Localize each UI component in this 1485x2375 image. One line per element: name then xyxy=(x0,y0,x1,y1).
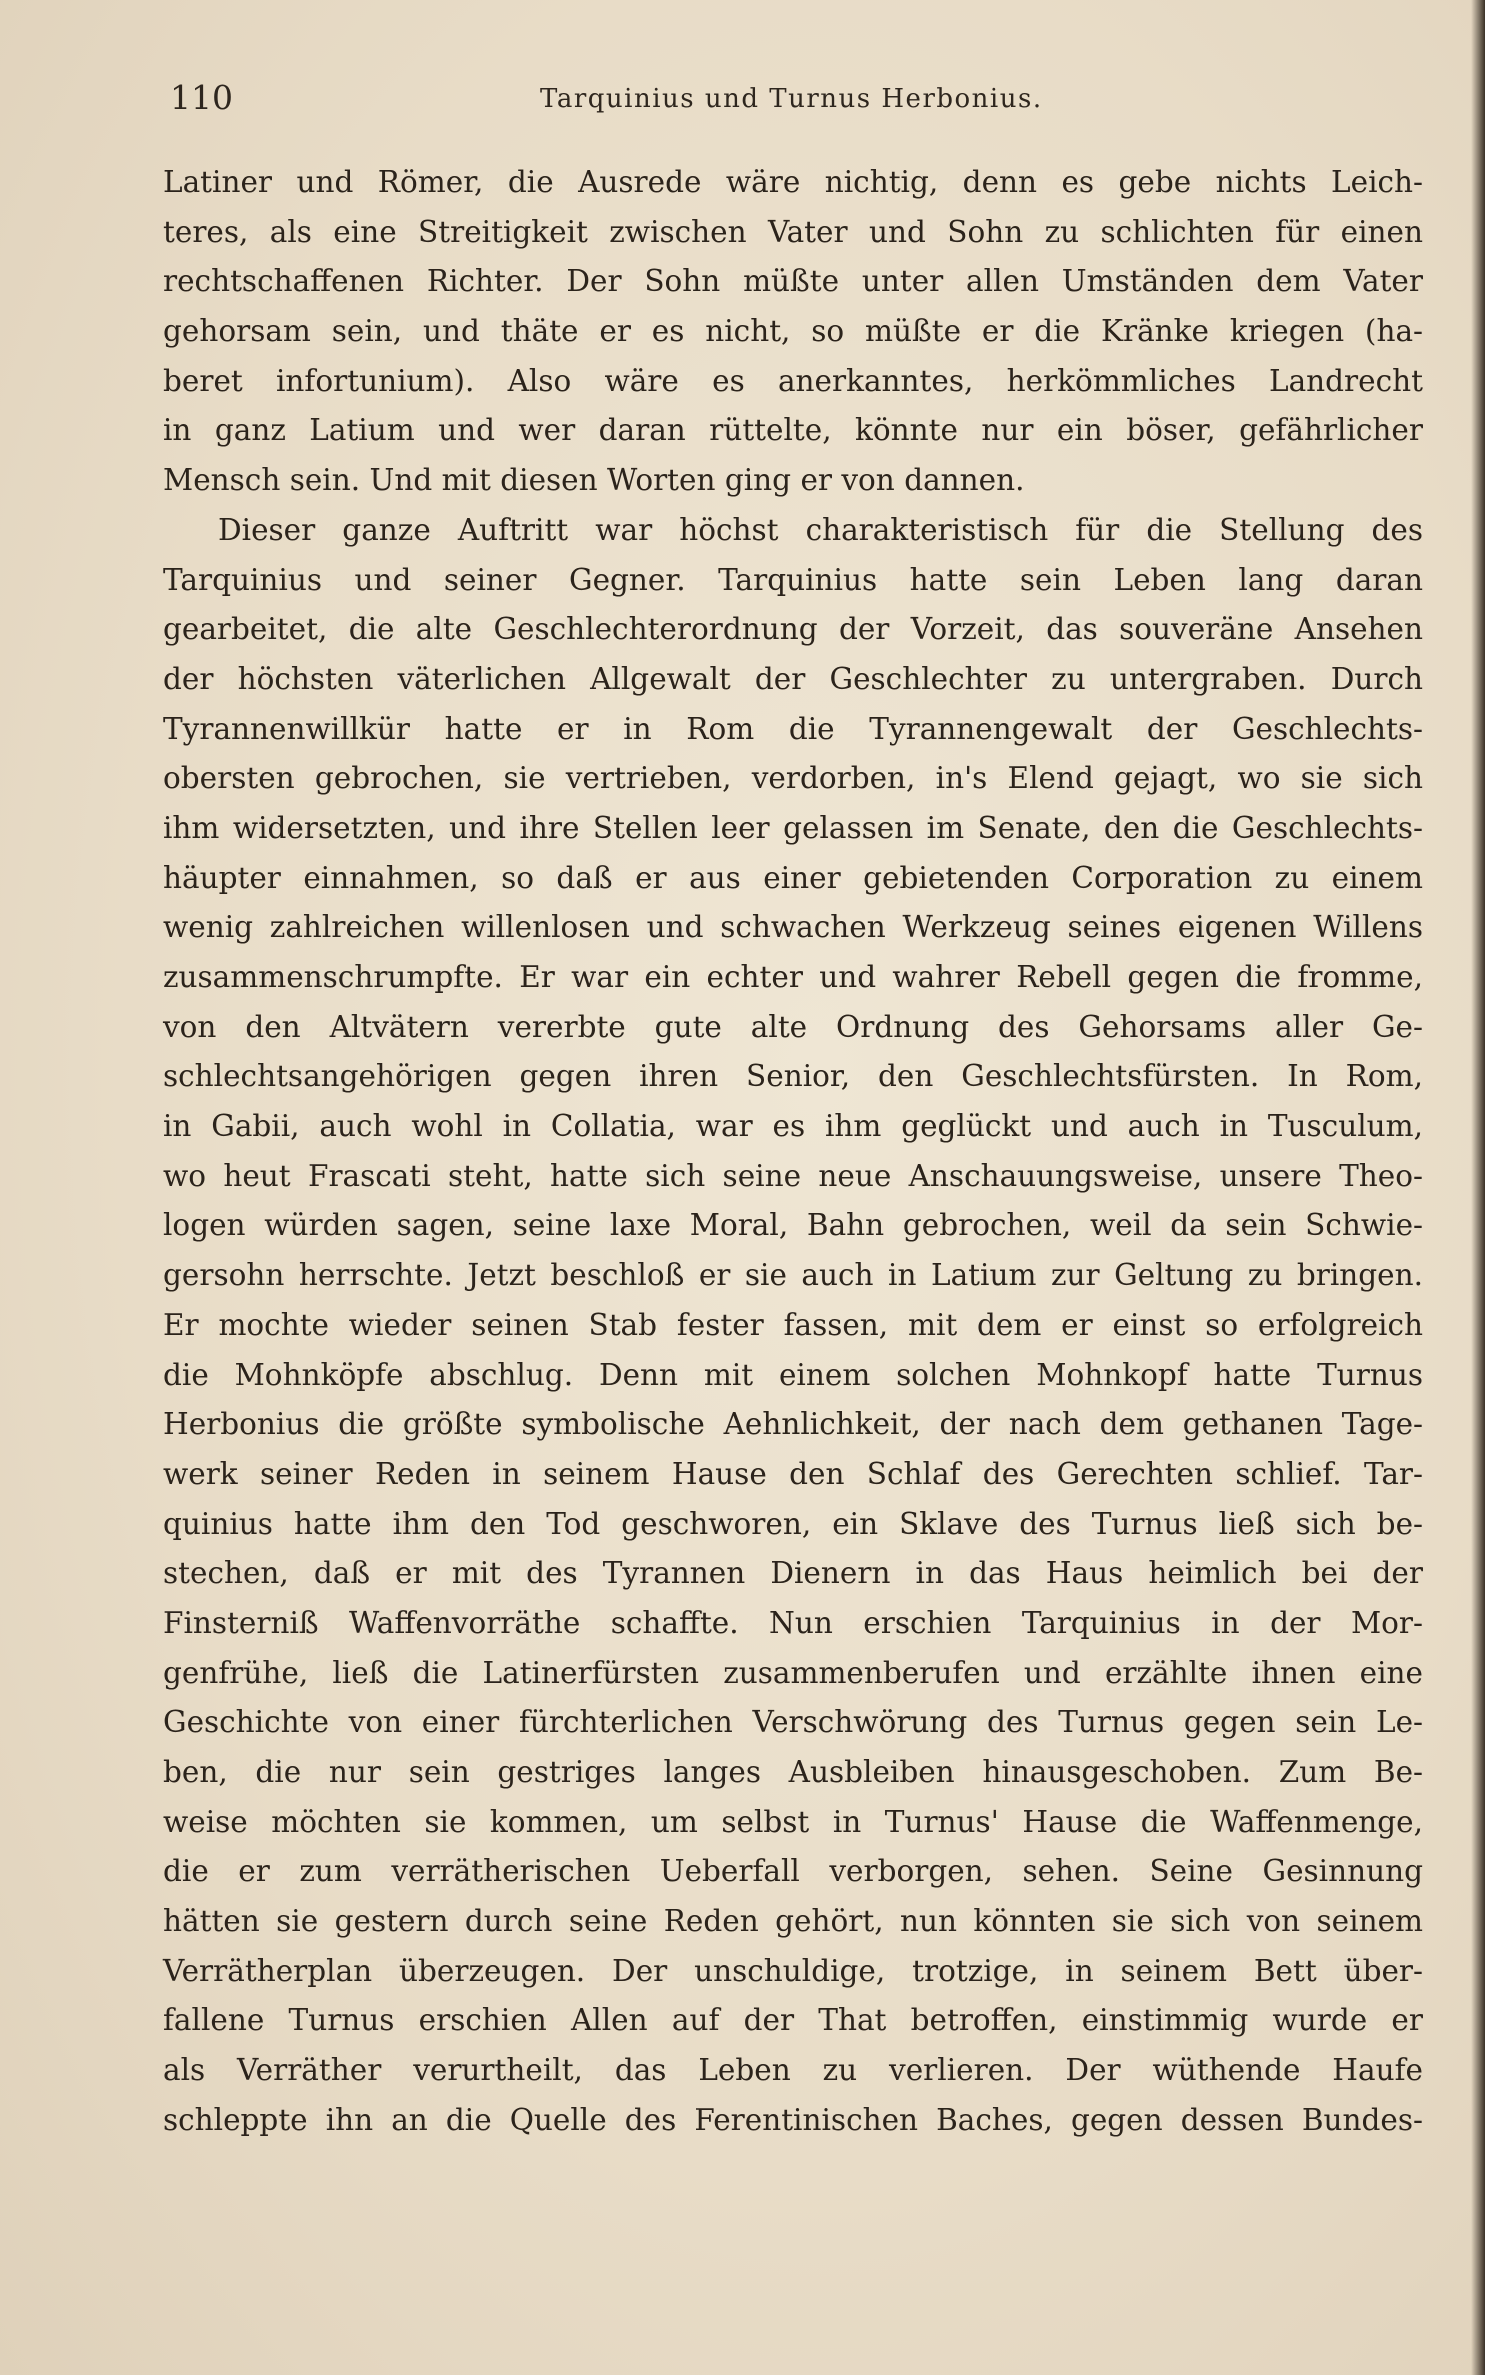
text-line: schleppte ihn an die Quelle des Ferentinischen Baches, gegen dessen Bundes- xyxy=(163,2102,1423,2137)
text-line: schlechtsangehörigen gegen ihren Senior, den Geschlechtsfürsten. In Rom, xyxy=(163,1059,1423,1094)
text-line: Mensch sein. Und mit diesen Worten ging er von dannen. xyxy=(163,463,1025,498)
text-line: logen würden sagen, seine laxe Moral, Bahn gebrochen, weil da sein Schwie- xyxy=(163,1208,1423,1243)
text-line: gehorsam sein, und thäte er es nicht, so müßte er die Kränke kriegen (ha- xyxy=(163,314,1423,349)
text-line: die er zum verrätherischen Ueberfall verborgen, sehen. Seine Gesinnung xyxy=(163,1854,1423,1889)
text-line: gersohn herrschte. Jetzt beschloß er sie auch in Latium zur Geltung zu bringen. xyxy=(163,1258,1423,1293)
text-line: wo heut Frascati steht, hatte sich seine neue Anschauungsweise, unsere Theo- xyxy=(163,1158,1423,1193)
page-number: 110 xyxy=(170,78,233,117)
text-line: ihm widersetzten, und ihre Stellen leer gelassen im Senate, den die Geschlechts- xyxy=(163,810,1423,845)
text-line: zusammenschrumpfte. Er war ein echter und wahrer Rebell gegen die fromme, xyxy=(163,960,1423,994)
text-line: werk seiner Reden in seinem Hause den Schlaf des Gerechten schlief. Tar- xyxy=(163,1456,1423,1491)
text-line: häupter einnahmen, so daß er aus einer gebietenden Corporation zu einem xyxy=(163,860,1423,895)
text-line: der höchsten väterlichen Allgewalt der Geschlechter zu untergraben. Durch xyxy=(163,661,1423,696)
text-line: obersten gebrochen, sie vertrieben, verdorben, in's Elend gejagt, wo sie sich xyxy=(163,761,1423,796)
text-line: weise möchten sie kommen, um selbst in Turnus' Hause die Waffenmenge, xyxy=(163,1804,1423,1839)
text-line: rechtschaffenen Richter. Der Sohn müßte unter allen Umständen dem Vater xyxy=(163,264,1423,299)
text-line: von den Altvätern vererbte gute alte Ordnung des Gehorsams aller Ge- xyxy=(163,1009,1423,1044)
text-line: Latiner und Römer, die Ausrede wäre nichtig, denn es gebe nichts Leich- xyxy=(163,165,1423,199)
text-line: genfrühe, ließ die Latinerfürsten zusammenberufen und erzählte ihnen eine xyxy=(163,1655,1423,1690)
body-text xyxy=(163,158,1423,2146)
text-line: Dieser ganze Auftritt war höchst charakteristisch für die Stellung des xyxy=(218,512,1423,547)
text-line: in Gabii, auch wohl in Collatia, war es ihm geglückt und auch in Tusculum, xyxy=(163,1109,1423,1144)
paragraph xyxy=(163,506,1423,2146)
text-line: ben, die nur sein gestriges langes Ausbleiben hinausgeschoben. Zum Be- xyxy=(163,1755,1423,1789)
text-line: in ganz Latium und wer daran rüttelte, könnte nur ein böser, gefährlicher xyxy=(163,413,1423,448)
text-line: fallene Turnus erschien Allen auf der That betroffen, einstimmig wurde er xyxy=(163,2003,1423,2038)
text-line: gearbeitet, die alte Geschlechterordnung der Vorzeit, das souveräne Ansehen xyxy=(163,612,1423,647)
text-line: die Mohnköpfe abschlug. Denn mit einem solchen Mohnkopf hatte Turnus xyxy=(163,1357,1423,1392)
text-line: teres, als eine Streitigkeit zwischen Vater und Sohn zu schlichten für einen xyxy=(163,214,1423,249)
text-line: hätten sie gestern durch seine Reden gehört, nun könnten sie sich von seinem xyxy=(163,1904,1423,1939)
text-line: beret infortunium). Also wäre es anerkanntes, herkömmliches Landrecht xyxy=(163,363,1423,398)
text-line: Tyrannenwillkür hatte er in Rom die Tyrannengewalt der Geschlechts- xyxy=(163,711,1423,746)
running-head xyxy=(170,78,1445,122)
text-line: Geschichte von einer fürchterlichen Verschwörung des Turnus gegen sein Le- xyxy=(163,1705,1423,1740)
text-line: als Verräther verurtheilt, das Leben zu verlieren. Der wüthende Haufe xyxy=(163,2053,1423,2088)
text-line: Er mochte wieder seinen Stab fester fassen, mit dem er einst so erfolgreich xyxy=(163,1307,1423,1342)
text-line: wenig zahlreichen willenlosen und schwachen Werkzeug seines eigenen Willens xyxy=(163,910,1423,945)
text-line: Tarquinius und seiner Gegner. Tarquinius hatte sein Leben lang daran xyxy=(163,562,1423,597)
text-line: Finsterniß Waffenvorräthe schaffte. Nun erschien Tarquinius in der Mor- xyxy=(163,1605,1423,1640)
text-line: stechen, daß er mit des Tyrannen Dienern in das Haus heimlich bei der xyxy=(163,1556,1423,1591)
text-line: Verrätherplan überzeugen. Der unschuldige, trotzige, in seinem Bett über- xyxy=(163,1953,1423,1988)
text-line: quinius hatte ihm den Tod geschworen, ein Sklave des Turnus ließ sich be- xyxy=(163,1506,1423,1541)
running-title: Tarquinius und Turnus Herbonius. xyxy=(540,84,1043,114)
text-line: Herbonius die größte symbolische Aehnlichkeit, der nach dem gethanen Tage- xyxy=(163,1407,1423,1442)
paragraph xyxy=(163,158,1423,506)
